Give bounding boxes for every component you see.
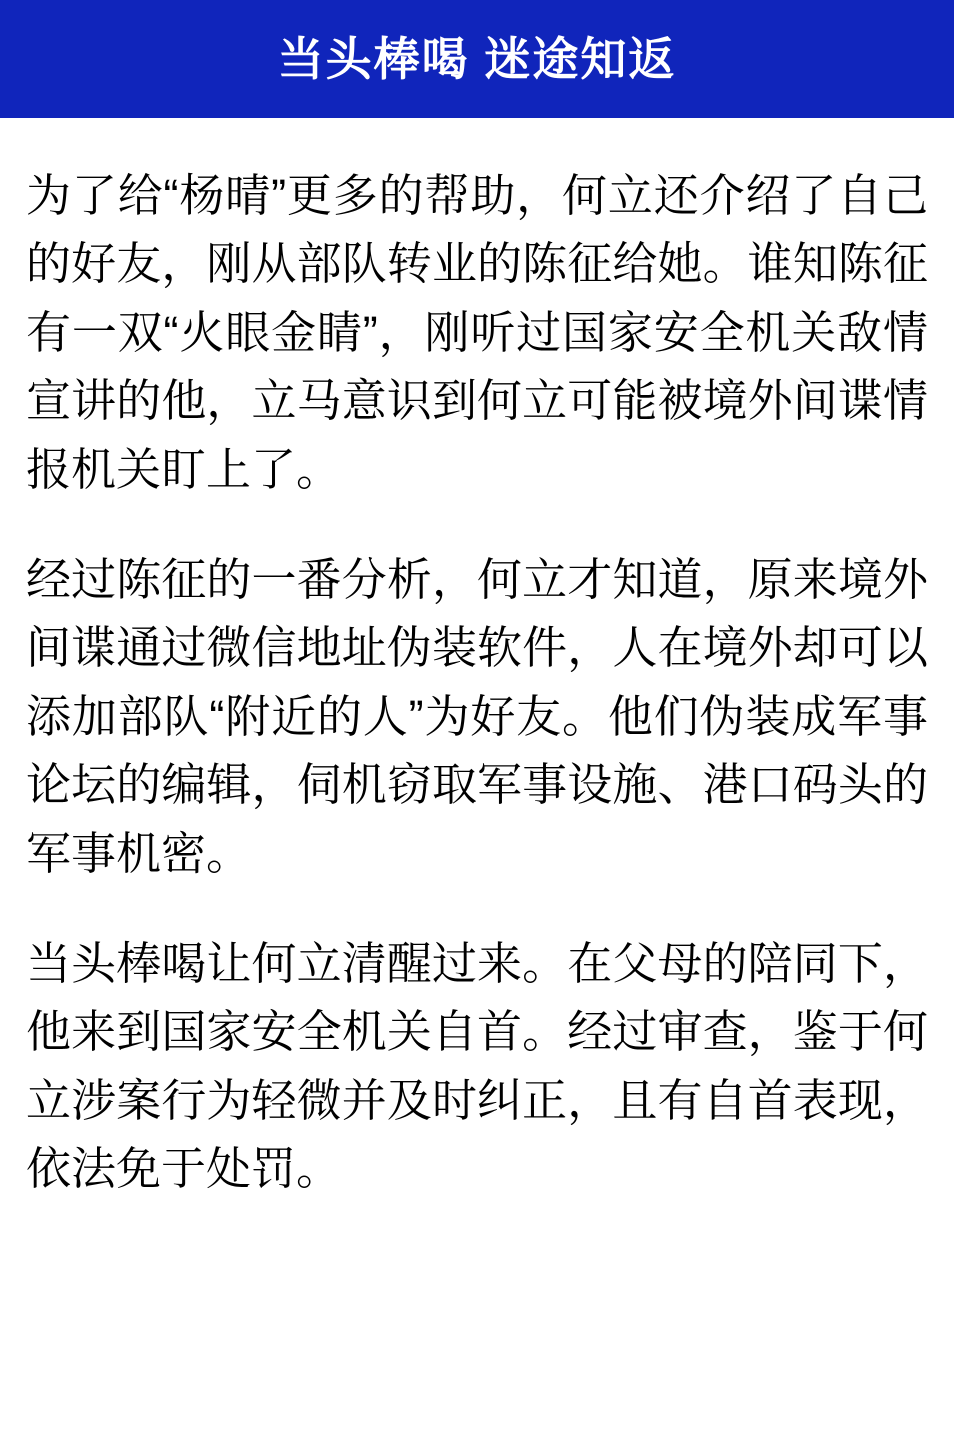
article-paragraph: 为了给“杨晴”更多的帮助，何立还介绍了自己的好友，刚从部队转业的陈征给她。谁知陈征有一双“火眼金睛”，刚听过国家安全机关敌情宣讲的他，立马意识到何立可能被境外间谍情报机关盯上了。 [26,170,928,495]
article-banner [0,0,954,118]
page-title: 当头棒喝 迷途知返 [277,33,677,85]
article-body [0,118,954,1233]
article-paragraph: 当头棒喝让何立清醒过来。在父母的陪同下，他来到国家安全机关自首。经过审查，鉴于何立涉案行为轻微并及时纠正，且有自首表现，依法免于处罚。 [26,937,928,1195]
article-paragraph: 经过陈征的一番分析，何立才知道，原来境外间谍通过微信地址伪装软件，人在境外却可以添加部队“附近的人”为好友。他们伪装成军事论坛的编辑，伺机窃取军事设施、港口码头的军事机密。 [26,553,928,879]
